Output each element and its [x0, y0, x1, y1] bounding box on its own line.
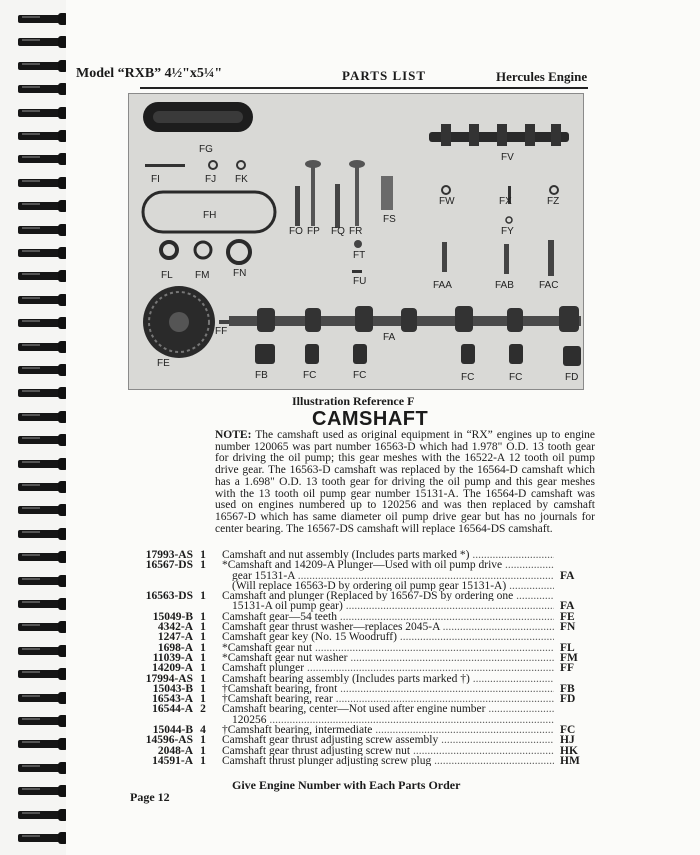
part-number: 16567-DS	[145, 559, 193, 572]
part-fm-washer	[195, 242, 211, 258]
parts-illustration	[128, 93, 584, 390]
binding-coil	[18, 223, 62, 237]
part-quantity: 1	[200, 693, 206, 706]
binding-coil	[18, 35, 62, 49]
binding-coil	[18, 152, 62, 166]
part-row	[128, 571, 588, 581]
part-reference: FD	[560, 693, 576, 706]
binding-coil	[18, 433, 62, 447]
binding-coil	[18, 269, 62, 283]
binding-coil	[18, 316, 62, 330]
part-reference: FN	[560, 621, 576, 634]
part-number: 4342-A	[157, 621, 193, 634]
section-title: CAMSHAFT	[312, 408, 429, 430]
callout-label: FAA	[433, 280, 452, 291]
part-description: (Will replace 16563-D by ordering oil pump gear 15131-A) .....	[232, 581, 554, 591]
part-description: Camshaft gear thrust adjusting screw nut .....	[222, 746, 554, 756]
part-description: †Camshaft bearing, front .....	[222, 684, 554, 694]
part-fs-spring	[381, 176, 393, 210]
part-description: gear 15131-A .....	[232, 571, 554, 581]
part-number: 15049-B	[152, 610, 193, 623]
part-row	[128, 653, 588, 663]
part-row	[128, 581, 588, 591]
part-description: Camshaft gear key (No. 15 Woodruff) .....	[222, 632, 554, 642]
page-number: Page 12	[130, 790, 170, 804]
part-row	[128, 632, 588, 642]
part-number: 14591-A	[152, 754, 193, 767]
part-quantity: 1	[200, 651, 206, 664]
binding-coil	[18, 691, 62, 705]
binding-coil	[18, 410, 62, 424]
parts-table	[128, 550, 588, 766]
part-fn-thrust-washer	[228, 241, 250, 263]
part-reference: HJ	[560, 734, 575, 747]
binding-coil	[18, 737, 62, 751]
callout-label: FC	[303, 370, 317, 381]
binding-coil	[18, 386, 62, 400]
part-row	[128, 550, 588, 560]
illustration-caption: Illustration Reference F	[292, 394, 415, 408]
binding-coil	[18, 363, 62, 377]
binding-coil	[18, 12, 62, 26]
part-number: 16543-A	[152, 693, 193, 706]
part-description: Camshaft and plunger (Replaced by 16567-DS by ordering one .....	[222, 591, 554, 601]
order-note: Give Engine Number with Each Parts Order	[232, 778, 461, 792]
part-row	[128, 725, 588, 735]
callout-label: FC	[461, 372, 475, 383]
callout-label: FS	[383, 214, 396, 225]
part-description: Camshaft gear—54 teeth .....	[222, 612, 554, 622]
part-row	[128, 715, 588, 725]
binding-coil	[18, 667, 62, 681]
part-quantity: 1	[200, 621, 206, 634]
part-quantity: 1	[200, 590, 206, 603]
part-quantity: 1	[200, 610, 206, 623]
part-row	[128, 746, 588, 756]
part-description: Camshaft bearing, center—Not used after engine number .....	[222, 704, 554, 714]
part-quantity: 1	[200, 754, 206, 767]
part-number: 11039-A	[152, 651, 193, 664]
part-number: 17993-AS	[145, 549, 193, 561]
binding-coil	[18, 457, 62, 471]
callout-label: FC	[509, 372, 523, 383]
camshaft-note	[215, 430, 595, 535]
callout-label: FJ	[205, 174, 217, 185]
callout-label: FT	[353, 250, 366, 261]
binding-coil	[18, 784, 62, 798]
binding-coil	[18, 82, 62, 96]
model-header: Model “RXB” 4½"x5¼"	[76, 66, 223, 81]
binding-coil	[18, 644, 62, 658]
callout-label: FN	[233, 268, 247, 279]
part-number: 1698-A	[157, 641, 193, 654]
part-description: †Camshaft bearing, intermediate .....	[222, 725, 554, 735]
part-row	[128, 612, 588, 622]
binding-coil	[18, 597, 62, 611]
callout-label: FH	[203, 210, 217, 221]
part-description: Camshaft thrust plunger adjusting screw plug .....	[222, 756, 554, 766]
binding-coil	[18, 761, 62, 775]
part-number: 16563-DS	[145, 590, 193, 603]
part-row	[128, 622, 588, 632]
part-fl-nut	[161, 242, 177, 258]
part-number: 14596-AS	[145, 734, 193, 747]
callout-label: FP	[307, 226, 320, 237]
callout-label: FF	[215, 326, 228, 337]
callout-label: FE	[157, 358, 170, 369]
callout-label: FZ	[547, 196, 560, 207]
binding-coil	[18, 620, 62, 634]
parts-photo-drawing	[129, 94, 584, 390]
part-row	[128, 591, 588, 601]
binding-coil	[18, 527, 62, 541]
part-quantity: 1	[200, 641, 206, 654]
spiral-binding	[0, 0, 70, 855]
callout-label: FV	[501, 152, 514, 163]
callout-label: FU	[353, 276, 367, 287]
note-text: The camshaft used as original equipment in “RX” engines up to engine number 120065 was part number 16563-D which had 1.978" O.D. 13 tooth gear for driving the oil pump; this gear meshes with the 16522-A 12 tooth oil pump drive gear. The 16563-D camshaft was replaced by the 16564-D camshaft which has a 1.698" O.D. 13 tooth gear for driving the oil pump and this gear meshes with the 13 tooth oil pump gear number 15131-A. The 16564-D camshaft was used on engines numbered up to 120256 and was then replaced by camshaft 16567-D which has same diameter oil pump drive gear but has no journals for center bearing. The 16567-DS camshaft will replace 16564-DS camshaft.	[215, 429, 596, 535]
binding-coil	[18, 831, 62, 845]
part-quantity: 1	[200, 549, 206, 561]
callout-label: FG	[199, 144, 213, 155]
callout-label: FC	[353, 370, 367, 381]
page-header-title: PARTS LIST	[342, 68, 427, 83]
callout-label: FAB	[495, 280, 514, 291]
part-reference: FF	[560, 662, 575, 675]
part-fd-bearing	[563, 346, 581, 366]
header-rule	[140, 87, 588, 89]
callout-label: FA	[383, 332, 396, 343]
callout-label: FR	[349, 226, 363, 237]
part-reference: FA	[560, 600, 575, 613]
part-row	[128, 684, 588, 694]
part-quantity: 4	[200, 724, 206, 737]
callout-label: FI	[151, 174, 160, 185]
part-reference: FL	[560, 641, 575, 654]
part-quantity: 1	[200, 662, 206, 675]
part-quantity: 1	[200, 682, 206, 695]
callout-label: FM	[195, 270, 210, 281]
binding-coil	[18, 574, 62, 588]
part-quantity: 1	[200, 672, 206, 685]
part-reference: FB	[560, 682, 575, 695]
callout-label: FQ	[331, 226, 345, 237]
callout-label: FL	[161, 270, 173, 281]
binding-coil	[18, 293, 62, 307]
part-number: 15044-B	[152, 724, 193, 737]
callout-label: FO	[289, 226, 303, 237]
part-number: 16544-A	[152, 703, 193, 716]
binding-coil	[18, 714, 62, 728]
part-number: 1247-A	[157, 631, 193, 644]
part-description: Camshaft gear thrust adjusting screw assembly .....	[222, 735, 554, 745]
callout-label: FW	[439, 196, 455, 207]
binding-coil	[18, 550, 62, 564]
callout-label: FAC	[539, 280, 559, 291]
binding-coil	[18, 246, 62, 260]
part-quantity: 1	[200, 744, 206, 757]
part-description: †Camshaft bearing, rear .....	[222, 694, 554, 704]
brand-header: Hercules Engine	[496, 69, 588, 84]
callout-label: FB	[255, 370, 268, 381]
part-row	[128, 735, 588, 745]
binding-coil	[18, 340, 62, 354]
part-description: Camshaft plunger .....	[222, 663, 554, 673]
part-reference: FA	[560, 569, 575, 582]
part-description: 120256 .....	[232, 715, 554, 725]
part-reference: FM	[560, 651, 578, 664]
part-reference: HM	[560, 754, 580, 767]
part-description: Camshaft bearing assembly (Includes parts marked †) .....	[222, 674, 554, 684]
part-row	[128, 704, 588, 714]
part-quantity: 1	[200, 559, 206, 572]
note-prefix: NOTE:	[215, 429, 252, 441]
binding-coil	[18, 480, 62, 494]
part-row	[128, 756, 588, 766]
binding-coil	[18, 503, 62, 517]
part-reference: FC	[560, 724, 576, 737]
callout-label: FX	[499, 196, 512, 207]
part-number: 2048-A	[157, 744, 193, 757]
part-row	[128, 601, 588, 611]
binding-coil	[18, 808, 62, 822]
part-description: *Camshaft gear nut washer .....	[222, 653, 554, 663]
part-description: *Camshaft and 14209-A Plunger—Used with oil pump drive .....	[222, 560, 554, 570]
part-quantity: 1	[200, 631, 206, 644]
callout-label: FD	[565, 372, 579, 383]
part-description: *Camshaft gear nut .....	[222, 643, 554, 653]
part-fi-pin	[145, 164, 185, 167]
callout-label: FK	[235, 174, 248, 185]
part-description: Camshaft and nut assembly (Includes parts marked *) .....	[222, 550, 554, 560]
part-row	[128, 674, 588, 684]
part-number: 15043-B	[152, 682, 193, 695]
part-quantity: 2	[200, 703, 206, 716]
part-number: 17994-AS	[145, 672, 193, 685]
part-row	[128, 663, 588, 673]
part-row	[128, 560, 588, 570]
binding-coil	[18, 129, 62, 143]
binding-coil	[18, 59, 62, 73]
part-reference: HK	[560, 744, 578, 757]
part-description: 15131-A oil pump gear) .....	[232, 601, 554, 611]
part-description: Camshaft gear thrust washer—replaces 2045-A .....	[222, 622, 554, 632]
binding-coil	[18, 106, 62, 120]
part-fb-bearing	[255, 344, 275, 364]
part-row	[128, 694, 588, 704]
callout-label: FY	[501, 226, 514, 237]
part-quantity: 1	[200, 734, 206, 747]
binding-coil	[18, 199, 62, 213]
part-reference: FE	[560, 610, 575, 623]
part-row	[128, 643, 588, 653]
part-number: 14209-A	[152, 662, 193, 675]
binding-coil	[18, 176, 62, 190]
